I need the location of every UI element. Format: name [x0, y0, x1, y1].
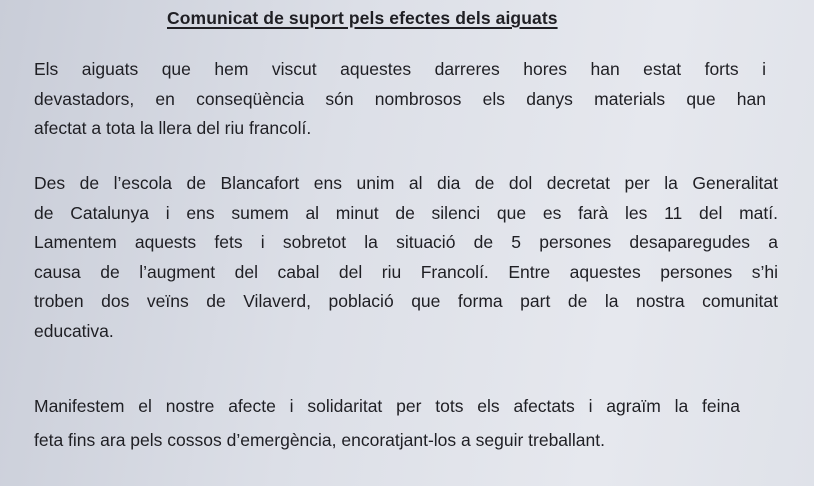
paragraph-line: Manifestem el nostre afecte i solidaritat per tots els afectats i agraïm la feina — [34, 396, 740, 416]
paragraph-line: devastadors, en conseqüència són nombrosos els danys materials que han — [34, 88, 766, 109]
paragraph-line: feta fins ara pels cossos d’emergència, encoratjant-los a seguir treballant. — [34, 430, 605, 450]
paragraph-line: educativa. — [34, 320, 114, 341]
paragraph-1 — [34, 55, 766, 144]
paragraph-line: afectat a tota la llera del riu francolí. — [34, 118, 312, 139]
document-title: Comunicat de suport pels efectes dels aiguats — [167, 8, 558, 28]
paragraph-line: Lamentem aquests fets i sobretot la situació de 5 persones desaparegudes a — [34, 232, 778, 253]
paragraph-line: causa de l’augment del cabal del riu Francolí. Entre aquestes persones s’hi — [34, 261, 778, 282]
paragraph-2 — [34, 169, 778, 347]
paragraph-3 — [34, 389, 740, 457]
paragraph-line: Els aiguats que hem viscut aquestes darreres hores han estat forts i — [34, 59, 766, 79]
paragraph-line: Des de l’escola de Blancafort ens unim al dia de dol decretat per la Generalitat — [34, 173, 778, 193]
paragraph-line: troben dos veïns de Vilaverd, població que forma part de la nostra comunitat — [34, 291, 778, 312]
paragraph-line: de Catalunya i ens sumem al minut de silenci que es farà les 11 del matí. — [34, 202, 778, 223]
